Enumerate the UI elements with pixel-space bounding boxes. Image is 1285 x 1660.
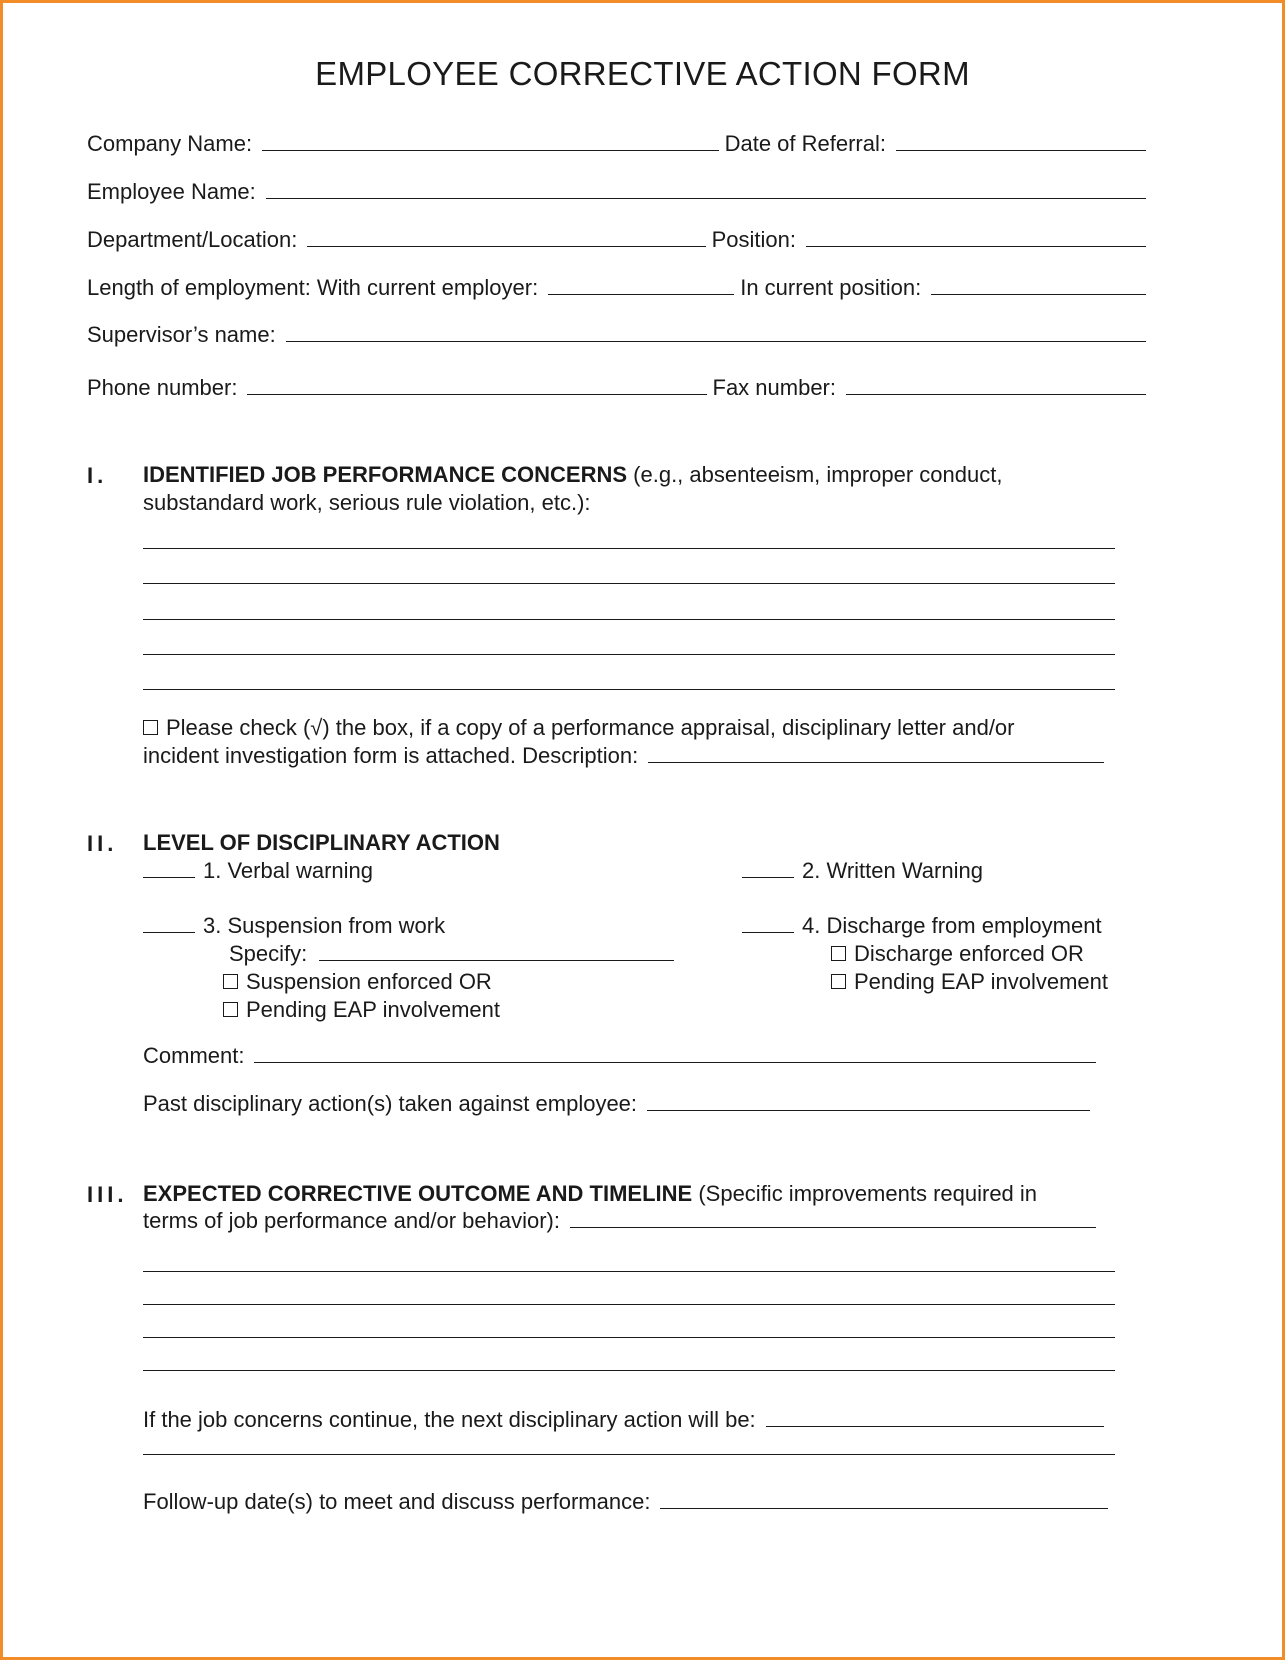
suspension-enforced-row xyxy=(223,968,492,996)
section-3-heading-rest: (Specific improvements required in xyxy=(692,1181,1038,1206)
department-location-label: Department/Location: xyxy=(87,227,298,252)
section-1-number: I. xyxy=(87,463,108,488)
next-action-field[interactable] xyxy=(766,1408,1104,1427)
fax-number-label: Fax number: xyxy=(712,375,836,400)
section-1-heading-bold: IDENTIFIED JOB PERFORMANCE CONCERNS xyxy=(143,462,628,487)
attachment-check-row xyxy=(143,714,1015,742)
supervisor-name-field[interactable] xyxy=(286,323,1146,342)
option-verbal-warning xyxy=(143,857,373,885)
section-3-number: III. xyxy=(87,1182,128,1207)
option-written-warning xyxy=(742,857,983,885)
length-row xyxy=(87,275,1152,301)
company-name-label: Company Name: xyxy=(87,131,253,156)
section-3-heading-line2: terms of job performance and/or behavior): xyxy=(143,1208,560,1233)
supervisor-row xyxy=(87,322,1152,348)
next-action-row xyxy=(143,1407,1110,1433)
comment-row xyxy=(143,1043,1102,1069)
specify-field[interactable] xyxy=(319,942,674,961)
concerns-line-1[interactable] xyxy=(143,548,1115,549)
suspension-blank[interactable] xyxy=(143,914,195,933)
next-action-label: If the job concerns continue, the next disciplinary action will be: xyxy=(143,1407,756,1432)
suspension-enforced-checkbox[interactable] xyxy=(223,974,238,989)
description-field[interactable] xyxy=(648,744,1104,763)
department-location-field[interactable] xyxy=(307,228,705,247)
suspension-label: 3. Suspension from work xyxy=(203,913,446,938)
followup-row xyxy=(143,1489,1114,1515)
company-name-field[interactable] xyxy=(262,132,719,151)
discharge-enforced-row xyxy=(831,940,1084,968)
length-current-employer-label: Length of employment: With current employer: xyxy=(87,275,539,300)
position-label: Position: xyxy=(711,227,796,252)
section-3-heading xyxy=(143,1180,1152,1208)
phone-row xyxy=(87,375,1152,401)
description-label: incident investigation form is attached. Description: xyxy=(143,743,639,768)
suspension-pending-checkbox[interactable] xyxy=(223,1002,238,1017)
option-suspension xyxy=(143,912,445,940)
specify-row xyxy=(229,940,674,968)
specify-label: Specify: xyxy=(229,941,308,966)
fax-number-field[interactable] xyxy=(846,376,1146,395)
concerns-line-2[interactable] xyxy=(143,583,1115,584)
outcome-inline-field[interactable] xyxy=(570,1209,1096,1228)
length-current-employer-field[interactable] xyxy=(548,276,734,295)
employee-name-field[interactable] xyxy=(266,180,1146,199)
date-of-referral-label: Date of Referral: xyxy=(724,131,886,156)
option-discharge xyxy=(742,912,1102,940)
department-row xyxy=(87,227,1152,253)
written-warning-blank[interactable] xyxy=(742,859,794,878)
employee-row xyxy=(87,179,1152,205)
concerns-line-5[interactable] xyxy=(143,689,1115,690)
suspension-pending-row xyxy=(223,996,500,1024)
written-warning-label: 2. Written Warning xyxy=(802,858,983,883)
verbal-warning-label: 1. Verbal warning xyxy=(203,858,373,883)
past-actions-field[interactable] xyxy=(647,1092,1090,1111)
attachment-check-text: Please check (√) the box, if a copy of a performance appraisal, disciplinary letter and/or xyxy=(166,715,1015,740)
followup-label: Follow-up date(s) to meet and discuss performance: xyxy=(143,1489,651,1514)
attachment-checkbox[interactable] xyxy=(143,720,158,735)
phone-number-field[interactable] xyxy=(247,376,706,395)
section-1-heading-line2: substandard work, serious rule violation, etc.): xyxy=(143,490,591,515)
discharge-pending-label: Pending EAP involvement xyxy=(854,969,1108,994)
discharge-pending-checkbox[interactable] xyxy=(831,974,846,989)
in-current-position-field[interactable] xyxy=(931,276,1146,295)
discharge-enforced-checkbox[interactable] xyxy=(831,946,846,961)
company-row xyxy=(87,131,1152,157)
comment-field[interactable] xyxy=(254,1044,1096,1063)
next-action-line-2[interactable] xyxy=(143,1454,1115,1455)
concerns-line-3[interactable] xyxy=(143,619,1115,620)
section-1-heading xyxy=(143,461,1152,517)
section-1-heading-rest: (e.g., absenteeism, improper conduct, xyxy=(627,462,1003,487)
supervisor-name-label: Supervisor’s name: xyxy=(87,322,276,347)
outcome-line-3[interactable] xyxy=(143,1337,1115,1338)
outcome-line-2[interactable] xyxy=(143,1304,1115,1305)
past-actions-row xyxy=(143,1091,1096,1117)
verbal-warning-blank[interactable] xyxy=(143,859,195,878)
suspension-pending-label: Pending EAP involvement xyxy=(246,997,500,1022)
section-2-number: II. xyxy=(87,831,118,856)
discharge-blank[interactable] xyxy=(742,914,794,933)
section-3-line2-row xyxy=(143,1208,1102,1234)
discharge-pending-row xyxy=(831,968,1108,996)
phone-number-label: Phone number: xyxy=(87,375,238,400)
section-3-heading-bold: EXPECTED CORRECTIVE OUTCOME AND TIMELINE xyxy=(143,1181,693,1206)
outcome-line-1[interactable] xyxy=(143,1271,1115,1272)
suspension-enforced-label: Suspension enforced OR xyxy=(246,969,492,994)
followup-field[interactable] xyxy=(660,1490,1108,1509)
comment-label: Comment: xyxy=(143,1043,245,1068)
employee-name-label: Employee Name: xyxy=(87,179,256,204)
date-of-referral-field[interactable] xyxy=(896,132,1146,151)
outcome-line-4[interactable] xyxy=(143,1370,1115,1371)
in-current-position-label: In current position: xyxy=(740,275,922,300)
past-actions-label: Past disciplinary action(s) taken against employee: xyxy=(143,1091,638,1116)
form-title: EMPLOYEE CORRECTIVE ACTION FORM xyxy=(315,55,970,92)
section-2-heading xyxy=(143,829,1152,857)
discharge-enforced-label: Discharge enforced OR xyxy=(854,941,1084,966)
concerns-line-4[interactable] xyxy=(143,654,1115,655)
discharge-label: 4. Discharge from employment xyxy=(802,913,1102,938)
description-row xyxy=(143,743,1110,769)
section-2-heading-text: LEVEL OF DISCIPLINARY ACTION xyxy=(143,830,500,855)
position-field[interactable] xyxy=(806,228,1146,247)
